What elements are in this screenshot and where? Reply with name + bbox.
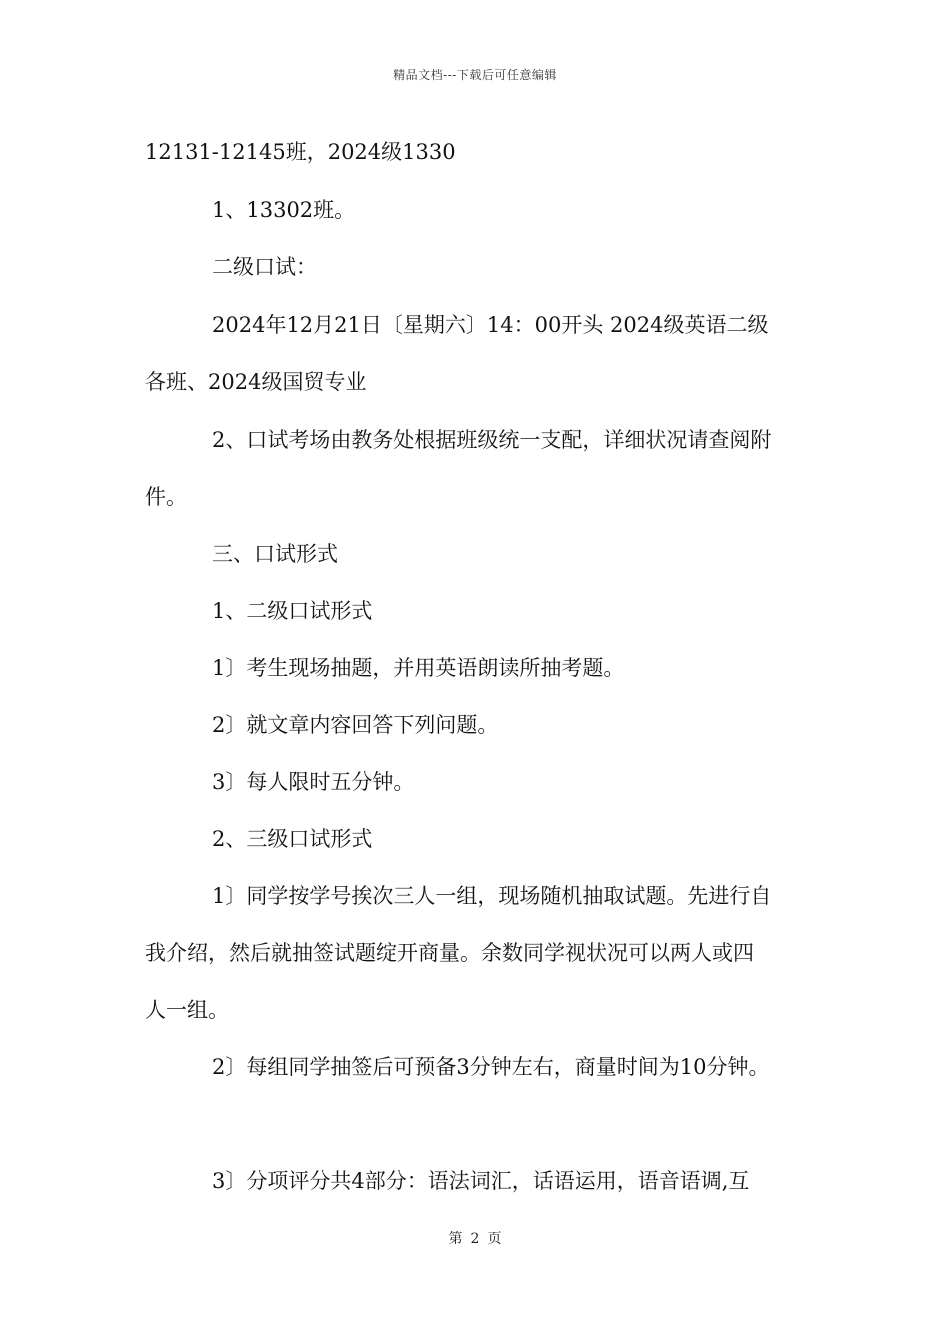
page-number-suffix: 页 (487, 1231, 502, 1247)
text-line-3: 二级口试： (212, 255, 317, 279)
text-line-7: 件。 (145, 485, 187, 509)
text-line-18: 3〕分项评分共4部分：语法词汇，话语运用，语音语调,互 (212, 1169, 750, 1193)
text-line-16: 人一组。 (145, 998, 229, 1022)
text-line-10: 1〕考生现场抽题，并用英语朗读所抽考题。 (212, 656, 625, 680)
text-line-2: 1、13302班。 (212, 198, 356, 222)
text-line-4: 2024年12月21日〔星期六〕14：00开头 2024级英语二级 (212, 313, 769, 337)
text-line-12: 3〕每人限时五分钟。 (212, 770, 415, 794)
text-line-11: 2〕就文章内容回答下列问题。 (212, 713, 499, 737)
text-line-13: 2、三级口试形式 (212, 827, 373, 851)
text-line-15: 我介绍，然后就抽签试题绽开商量。余数同学视状况可以两人或四 (145, 941, 754, 965)
page-number-prefix: 第 (448, 1231, 463, 1247)
page-number: 2 (470, 1231, 480, 1247)
text-line-9: 1、二级口试形式 (212, 599, 373, 623)
text-line-8: 三、口试形式 (212, 542, 338, 566)
text-line-5: 各班、2024级国贸专业 (145, 370, 367, 394)
text-line-1: 12131-12145班，2024级1330 (145, 140, 456, 164)
text-line-17: 2〕每组同学抽签后可预备3分钟左右，商量时间为10分钟。 (212, 1055, 770, 1079)
page-footer (0, 1228, 950, 1248)
text-line-6: 2、口试考场由教务处根据班级统一支配，详细状况请查阅附 (212, 428, 772, 452)
text-line-14: 1〕同学按学号挨次三人一组，现场随机抽取试题。先进行自 (212, 884, 772, 908)
page-header: 精品文档---下载后可任意编辑 (393, 68, 557, 82)
